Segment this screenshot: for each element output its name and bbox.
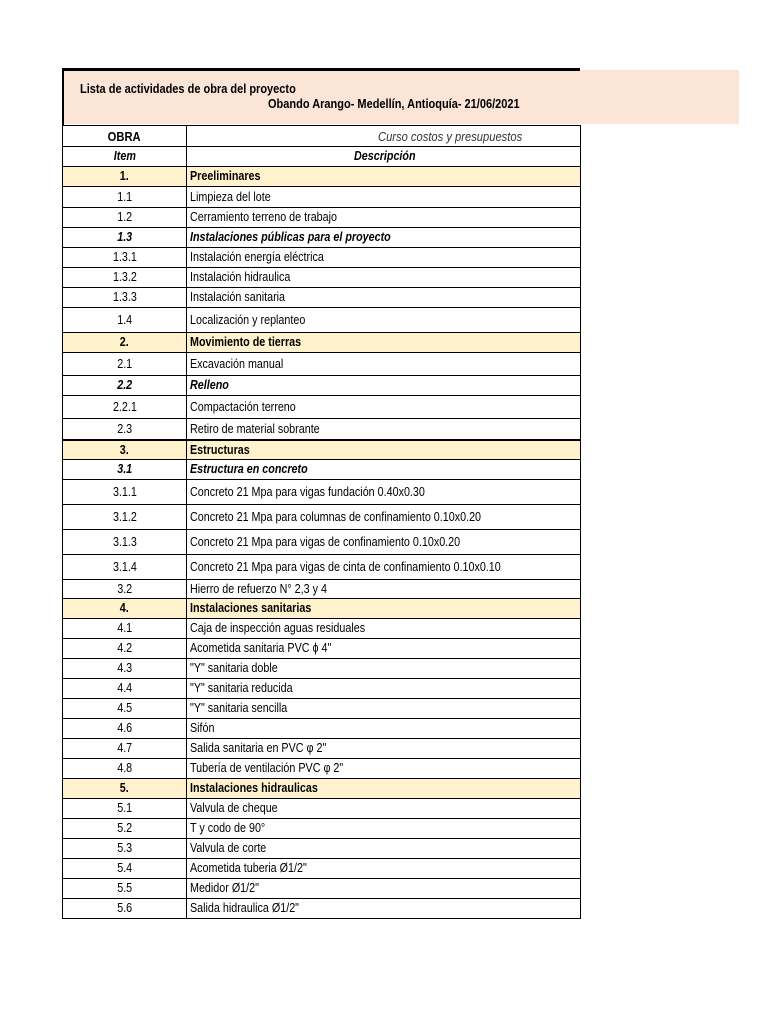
item-number: 2.3: [117, 421, 132, 436]
item-number: 1.4: [117, 312, 132, 327]
item-cell[interactable]: [63, 376, 187, 396]
item-cell[interactable]: [63, 333, 187, 353]
description-text: Preeliminares: [190, 169, 261, 184]
description-text: Medidor Ø1/2": [190, 881, 259, 896]
item-cell[interactable]: [63, 228, 187, 248]
description-cell[interactable]: [187, 819, 581, 839]
item-number: 4.4: [117, 681, 132, 696]
item-cell[interactable]: [63, 419, 187, 440]
obra-row: [63, 126, 581, 147]
description-text: Excavación manual: [190, 356, 284, 371]
description-cell[interactable]: [187, 268, 581, 288]
description-text: Instalación hidraulica: [190, 270, 291, 285]
description-cell[interactable]: [187, 376, 581, 396]
description-cell[interactable]: [187, 187, 581, 208]
item-cell[interactable]: [63, 308, 187, 333]
item-number: 3.1.2: [112, 509, 137, 524]
item-cell[interactable]: [63, 639, 187, 659]
description-text: Concreto 21 Mpa para vigas fundación 0.40x0.30: [190, 484, 425, 499]
item-number: 5.4: [117, 861, 132, 876]
table-row: [63, 505, 581, 530]
description-cell[interactable]: [187, 739, 581, 759]
description-text: Limpieza del lote: [190, 189, 271, 204]
section-row: [63, 440, 581, 460]
description-cell[interactable]: [187, 555, 581, 580]
item-cell[interactable]: [63, 839, 187, 859]
description-cell[interactable]: [187, 248, 581, 268]
item-cell[interactable]: [63, 248, 187, 268]
description-cell[interactable]: [187, 460, 581, 480]
section-row: [63, 779, 581, 799]
item-cell[interactable]: [63, 396, 187, 419]
description-cell[interactable]: [187, 839, 581, 859]
description-cell[interactable]: [187, 396, 581, 419]
item-number: 1.3.3: [112, 290, 137, 305]
table-row: [63, 639, 581, 659]
item-cell[interactable]: [63, 879, 187, 899]
column-header-row: [63, 147, 581, 167]
item-number: 1.3.2: [112, 270, 137, 285]
item-cell[interactable]: [63, 353, 187, 376]
table-row: [63, 353, 581, 376]
description-text: Acometida tuberia Ø1/2": [190, 861, 307, 876]
item-number: 4.1: [117, 621, 132, 636]
table-row: [63, 899, 581, 919]
table-row: [63, 759, 581, 779]
description-cell[interactable]: [187, 353, 581, 376]
description-cell[interactable]: [187, 679, 581, 699]
description-cell[interactable]: [187, 619, 581, 639]
table-row: [63, 419, 581, 440]
item-number: 3.1.1: [112, 484, 137, 499]
description-cell[interactable]: [187, 699, 581, 719]
description-text: Caja de inspección aguas residuales: [190, 621, 366, 636]
item-cell[interactable]: [63, 167, 187, 187]
description-cell[interactable]: [187, 859, 581, 879]
description-cell[interactable]: [187, 208, 581, 228]
item-number: 5.1: [117, 801, 132, 816]
table-row: [63, 248, 581, 268]
table-row: [63, 187, 581, 208]
item-cell[interactable]: [63, 619, 187, 639]
item-cell[interactable]: [63, 899, 187, 919]
description-text: Movimiento de tierras: [190, 335, 302, 350]
table-row: [63, 839, 581, 859]
description-cell[interactable]: [187, 639, 581, 659]
item-cell[interactable]: [63, 440, 187, 460]
table-row: [63, 530, 581, 555]
item-cell[interactable]: [63, 530, 187, 555]
item-cell[interactable]: [63, 187, 187, 208]
item-cell[interactable]: [63, 480, 187, 505]
item-cell[interactable]: [63, 799, 187, 819]
item-number: 3.1: [117, 462, 132, 477]
item-number: 4.7: [117, 741, 132, 756]
description-text: Retiro de material sobrante: [190, 421, 320, 436]
description-text: Concreto 21 Mpa para columnas de confinamiento 0.10x0.20: [190, 509, 482, 524]
description-cell[interactable]: [187, 440, 581, 460]
item-number: 5.3: [117, 841, 132, 856]
description-cell[interactable]: [187, 167, 581, 187]
item-number: 5.6: [117, 901, 132, 916]
item-number: 4.5: [117, 701, 132, 716]
item-number: 5.2: [117, 821, 132, 836]
description-text: "Y" sanitaria sencilla: [190, 701, 288, 716]
item-number: 5.5: [117, 881, 132, 896]
item-cell[interactable]: [63, 460, 187, 480]
table-row: [63, 580, 581, 599]
description-text: Instalaciones sanitarias: [190, 601, 312, 616]
item-cell[interactable]: [63, 819, 187, 839]
table-row: [63, 739, 581, 759]
item-number: 2.: [120, 335, 129, 350]
item-number: 3.2: [117, 581, 132, 596]
item-cell[interactable]: [63, 268, 187, 288]
description-text: Relleno: [190, 378, 229, 393]
description-text: Salida hidraulica Ø1/2": [190, 901, 299, 916]
description-text: Estructuras: [190, 442, 250, 457]
table-row: [63, 799, 581, 819]
item-cell[interactable]: [63, 739, 187, 759]
description-text: Salida sanitaria en PVC φ 2": [190, 741, 327, 756]
obra-value-cell[interactable]: Curso costos y presupuestos: [187, 126, 581, 147]
item-number: 4.8: [117, 761, 132, 776]
section-row: [63, 167, 581, 187]
table-row: [63, 396, 581, 419]
item-number: 4.2: [117, 641, 132, 656]
description-cell[interactable]: [187, 659, 581, 679]
description-text: Cerramiento terreno de trabajo: [190, 210, 338, 225]
description-cell[interactable]: [187, 879, 581, 899]
description-text: Instalación energía eléctrica: [190, 250, 324, 265]
description-text: "Y" sanitaria doble: [190, 661, 278, 676]
title-line-1: Lista de actividades de obra del proyecto: [80, 82, 296, 96]
description-text: Estructura en concreto: [190, 462, 308, 477]
table-row: [63, 619, 581, 639]
item-cell[interactable]: [63, 759, 187, 779]
item-number: 1.: [120, 169, 129, 184]
description-cell[interactable]: [187, 505, 581, 530]
description-cell[interactable]: [187, 799, 581, 819]
description-text: Concreto 21 Mpa para vigas de cinta de confinamiento 0.10x0.10: [190, 559, 501, 574]
item-cell[interactable]: [63, 580, 187, 599]
item-number: 2.2.1: [112, 399, 137, 414]
table-row: [63, 208, 581, 228]
description-text: "Y" sanitaria reducida: [190, 681, 293, 696]
item-number: 5.: [120, 781, 129, 796]
subsection-row: [63, 228, 581, 248]
description-cell[interactable]: [187, 719, 581, 739]
item-number: 2.1: [117, 356, 132, 371]
description-text: Compactación terreno: [190, 399, 296, 414]
item-number: 3.1.4: [112, 559, 137, 574]
item-cell[interactable]: [63, 679, 187, 699]
description-text: Sifón: [190, 721, 215, 736]
table-row: [63, 819, 581, 839]
description-text: Valvula de cheque: [190, 801, 278, 816]
description-text: T y codo de 90°: [190, 821, 266, 836]
description-cell[interactable]: [187, 288, 581, 308]
description-text: Valvula de corte: [190, 841, 267, 856]
table-row: [63, 308, 581, 333]
description-text: Instalación sanitaria: [190, 290, 286, 305]
table-row: [63, 859, 581, 879]
description-cell[interactable]: [187, 308, 581, 333]
description-cell[interactable]: [187, 779, 581, 799]
description-cell[interactable]: [187, 480, 581, 505]
obra-label-cell[interactable]: OBRA: [63, 126, 187, 147]
table-row: [63, 719, 581, 739]
table-row: [63, 480, 581, 505]
item-number: 3.1.3: [112, 534, 137, 549]
item-number: 4.3: [117, 661, 132, 676]
subsection-row: [63, 376, 581, 396]
table-row: [63, 879, 581, 899]
description-cell[interactable]: [187, 899, 581, 919]
item-cell[interactable]: [63, 659, 187, 679]
item-number: 1.2: [117, 210, 132, 225]
title-line-2: Obando Arango- Medellín, Antioquía- 21/06/2021: [268, 97, 520, 111]
description-text: Localización y replanteo: [190, 312, 306, 327]
item-number: 2.2: [117, 378, 132, 393]
table-row: [63, 555, 581, 580]
item-cell[interactable]: [63, 719, 187, 739]
item-number: 4.6: [117, 721, 132, 736]
description-text: Acometida sanitaria PVC ϕ 4": [190, 641, 332, 656]
item-cell[interactable]: [63, 599, 187, 619]
header-left-border: [62, 68, 64, 126]
item-number: 4.: [120, 601, 129, 616]
section-row: [63, 333, 581, 353]
header-top-border: [62, 68, 580, 71]
description-cell[interactable]: [187, 228, 581, 248]
item-number: 1.3.1: [112, 250, 137, 265]
description-cell[interactable]: [187, 419, 581, 440]
item-number: 1.1: [117, 189, 132, 204]
item-cell[interactable]: [63, 208, 187, 228]
description-cell[interactable]: [187, 580, 581, 599]
description-text: Instalaciones públicas para el proyecto: [190, 230, 391, 245]
table-row: [63, 288, 581, 308]
item-number: 3.: [120, 442, 129, 457]
item-cell[interactable]: [63, 505, 187, 530]
description-cell[interactable]: [187, 333, 581, 353]
item-cell[interactable]: [63, 555, 187, 580]
item-cell[interactable]: [63, 288, 187, 308]
activities-table: [62, 125, 581, 919]
description-cell[interactable]: [187, 599, 581, 619]
section-row: [63, 599, 581, 619]
description-cell[interactable]: [187, 530, 581, 555]
description-text: Tubería de ventilación PVC φ 2": [190, 761, 344, 776]
description-text: Hierro de refuerzo N° 2,3 y 4: [190, 581, 327, 596]
description-text: Instalaciones hidraulicas: [190, 781, 318, 796]
item-number: 1.3: [117, 230, 132, 245]
table-row: [63, 268, 581, 288]
description-column-header[interactable]: Descripción: [187, 147, 581, 167]
item-cell[interactable]: [63, 699, 187, 719]
description-text: Concreto 21 Mpa para vigas de confinamiento 0.10x0.20: [190, 534, 461, 549]
description-cell[interactable]: [187, 759, 581, 779]
subsection-row: [63, 460, 581, 480]
table-row: [63, 659, 581, 679]
table-row: [63, 679, 581, 699]
item-cell[interactable]: [63, 779, 187, 799]
item-cell[interactable]: [63, 859, 187, 879]
item-column-header[interactable]: Item: [63, 147, 187, 167]
table-row: [63, 699, 581, 719]
